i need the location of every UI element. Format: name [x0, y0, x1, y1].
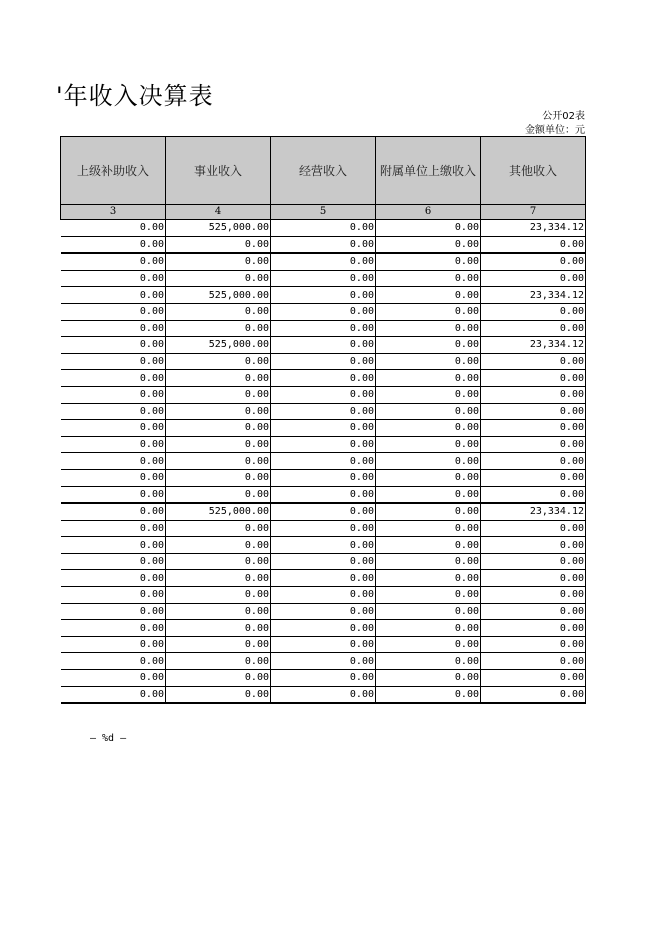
- table-cell: 0.00: [271, 503, 376, 520]
- table-cell: 0.00: [61, 270, 166, 287]
- table-cell: 0.00: [376, 653, 481, 670]
- column-number: 5: [271, 205, 376, 220]
- table-cell: 0.00: [481, 436, 586, 453]
- table-cell: 0.00: [271, 636, 376, 653]
- table-row: [61, 236, 586, 253]
- table-cell: 0.00: [376, 636, 481, 653]
- table-cell: 0.00: [61, 653, 166, 670]
- table-cell: 0.00: [376, 220, 481, 237]
- table-cell: 0.00: [61, 303, 166, 320]
- column-number: 4: [166, 205, 271, 220]
- table-cell: 0.00: [166, 370, 271, 387]
- table-cell: 23,334.12: [481, 337, 586, 354]
- table-row: [61, 686, 586, 703]
- table-cell: 0.00: [61, 253, 166, 270]
- table-cell: 0.00: [61, 370, 166, 387]
- table-cell: 0.00: [271, 587, 376, 604]
- table-cell: 0.00: [271, 520, 376, 537]
- table-cell: 0.00: [61, 220, 166, 237]
- table-row: [61, 620, 586, 637]
- table-row: [61, 503, 586, 520]
- table-cell: 0.00: [166, 653, 271, 670]
- table-cell: 0.00: [271, 370, 376, 387]
- table-cell: 0.00: [376, 603, 481, 620]
- table-cell: 0.00: [166, 520, 271, 537]
- column-number: 7: [481, 205, 586, 220]
- table-cell: 0.00: [271, 453, 376, 470]
- table-cell: 0.00: [481, 253, 586, 270]
- income-table: [60, 136, 586, 704]
- column-header: 事业收入: [166, 137, 271, 205]
- table-cell: 0.00: [61, 386, 166, 403]
- table-row: [61, 370, 586, 387]
- table-cell: 0.00: [481, 386, 586, 403]
- table-cell: 0.00: [271, 620, 376, 637]
- table-cell: 0.00: [61, 670, 166, 687]
- table-cell: 0.00: [376, 337, 481, 354]
- table-cell: 0.00: [376, 386, 481, 403]
- table-cell: 525,000.00: [166, 287, 271, 304]
- table-row: [61, 636, 586, 653]
- table-cell: 0.00: [166, 686, 271, 703]
- table-cell: 0.00: [481, 420, 586, 437]
- table-cell: 0.00: [376, 320, 481, 337]
- table-cell: 0.00: [61, 636, 166, 653]
- table-cell: 0.00: [271, 337, 376, 354]
- table-cell: 0.00: [481, 403, 586, 420]
- table-cell: 23,334.12: [481, 287, 586, 304]
- table-cell: 0.00: [481, 603, 586, 620]
- table-cell: 0.00: [481, 453, 586, 470]
- table-cell: 0.00: [271, 236, 376, 253]
- table-cell: 0.00: [481, 370, 586, 387]
- table-row: [61, 270, 586, 287]
- table-row: [61, 287, 586, 304]
- table-cell: 0.00: [481, 303, 586, 320]
- table-cell: 0.00: [481, 653, 586, 670]
- table-cell: 0.00: [376, 587, 481, 604]
- table-cell: 0.00: [481, 520, 586, 537]
- table-cell: 0.00: [166, 420, 271, 437]
- table-cell: 0.00: [481, 236, 586, 253]
- table-cell: 0.00: [61, 287, 166, 304]
- table-cell: 0.00: [166, 236, 271, 253]
- form-code: 公开02表: [542, 111, 585, 122]
- table-cell: 0.00: [271, 469, 376, 486]
- table-cell: 0.00: [166, 436, 271, 453]
- table-cell: 0.00: [166, 603, 271, 620]
- table-cell: 0.00: [271, 270, 376, 287]
- table-cell: 0.00: [376, 303, 481, 320]
- table-cell: 23,334.12: [481, 503, 586, 520]
- table-cell: 0.00: [376, 537, 481, 554]
- table-row: [61, 453, 586, 470]
- table-cell: 525,000.00: [166, 220, 271, 237]
- table-cell: 0.00: [166, 353, 271, 370]
- table-cell: 0.00: [166, 620, 271, 637]
- table-cell: 0.00: [61, 236, 166, 253]
- table-cell: 0.00: [61, 553, 166, 570]
- table-row: [61, 436, 586, 453]
- table-cell: 525,000.00: [166, 337, 271, 354]
- table-cell: 0.00: [481, 486, 586, 503]
- table-row: [61, 670, 586, 687]
- table-cell: 0.00: [481, 670, 586, 687]
- table-cell: 0.00: [166, 486, 271, 503]
- table-cell: 0.00: [376, 670, 481, 687]
- table-cell: 0.00: [271, 253, 376, 270]
- header-row: [61, 137, 586, 205]
- table-cell: 0.00: [376, 620, 481, 637]
- table-cell: 0.00: [376, 436, 481, 453]
- table-cell: 0.00: [166, 270, 271, 287]
- table-cell: 0.00: [271, 220, 376, 237]
- table-cell: 0.00: [271, 537, 376, 554]
- table-cell: 0.00: [376, 486, 481, 503]
- table-cell: 0.00: [61, 686, 166, 703]
- table-row: [61, 469, 586, 486]
- column-header: 其他收入: [481, 137, 586, 205]
- table-cell: 0.00: [61, 486, 166, 503]
- table-cell: 0.00: [166, 570, 271, 587]
- table-row: [61, 303, 586, 320]
- table-cell: 0.00: [376, 469, 481, 486]
- table-cell: 0.00: [271, 670, 376, 687]
- table-cell: 0.00: [376, 353, 481, 370]
- table-cell: 0.00: [61, 570, 166, 587]
- table-cell: 0.00: [376, 370, 481, 387]
- table-cell: 0.00: [376, 686, 481, 703]
- table-cell: 0.00: [481, 620, 586, 637]
- table-cell: 0.00: [271, 486, 376, 503]
- table-cell: 0.00: [271, 653, 376, 670]
- table-cell: 0.00: [271, 287, 376, 304]
- page-title: '年收入决算表: [56, 82, 214, 110]
- table-row: [61, 486, 586, 503]
- table-cell: 0.00: [376, 270, 481, 287]
- table-cell: 0.00: [376, 253, 481, 270]
- table-cell: 0.00: [61, 320, 166, 337]
- table-row: [61, 570, 586, 587]
- table-cell: 0.00: [376, 236, 481, 253]
- table-cell: 0.00: [376, 287, 481, 304]
- table-cell: 525,000.00: [166, 503, 271, 520]
- table-cell: 0.00: [61, 520, 166, 537]
- table-row: [61, 353, 586, 370]
- table-cell: 0.00: [61, 587, 166, 604]
- table-body: [61, 220, 586, 704]
- table-cell: 0.00: [166, 403, 271, 420]
- table-cell: 0.00: [271, 420, 376, 437]
- table-cell: 0.00: [166, 469, 271, 486]
- column-number: 6: [376, 205, 481, 220]
- page-footer: — %d —: [90, 733, 127, 744]
- table-cell: 0.00: [61, 503, 166, 520]
- table-cell: 0.00: [166, 386, 271, 403]
- table-row: [61, 553, 586, 570]
- table-cell: 0.00: [376, 453, 481, 470]
- table-row: [61, 320, 586, 337]
- table-cell: 0.00: [271, 320, 376, 337]
- table-cell: 0.00: [271, 553, 376, 570]
- table-cell: 0.00: [481, 353, 586, 370]
- table-row: [61, 403, 586, 420]
- table-cell: 0.00: [271, 603, 376, 620]
- table-cell: 0.00: [481, 469, 586, 486]
- table-row: [61, 603, 586, 620]
- table-cell: 0.00: [166, 670, 271, 687]
- table-cell: 0.00: [376, 553, 481, 570]
- table-cell: 0.00: [481, 320, 586, 337]
- table-cell: 0.00: [166, 303, 271, 320]
- table-row: [61, 420, 586, 437]
- table-cell: 0.00: [271, 403, 376, 420]
- table-cell: 0.00: [271, 386, 376, 403]
- table-cell: 0.00: [166, 587, 271, 604]
- unit-label: 金额单位：元: [525, 125, 585, 136]
- table-cell: 0.00: [271, 570, 376, 587]
- table-cell: 0.00: [166, 636, 271, 653]
- column-header: 经营收入: [271, 137, 376, 205]
- table-cell: 0.00: [376, 403, 481, 420]
- table-row: [61, 337, 586, 354]
- table-cell: 0.00: [271, 686, 376, 703]
- table-cell: 0.00: [376, 520, 481, 537]
- table-cell: 0.00: [481, 570, 586, 587]
- table-cell: 0.00: [61, 403, 166, 420]
- table-cell: 0.00: [376, 503, 481, 520]
- table-cell: 0.00: [61, 620, 166, 637]
- column-number-row: [61, 205, 586, 220]
- table-cell: 0.00: [61, 603, 166, 620]
- table-row: [61, 587, 586, 604]
- table-cell: 0.00: [61, 537, 166, 554]
- table-cell: 0.00: [481, 537, 586, 554]
- column-number: 3: [61, 205, 166, 220]
- table-cell: 0.00: [271, 303, 376, 320]
- table-cell: 0.00: [166, 320, 271, 337]
- table-cell: 0.00: [61, 453, 166, 470]
- table-cell: 0.00: [271, 353, 376, 370]
- table-row: [61, 520, 586, 537]
- table-cell: 0.00: [481, 636, 586, 653]
- column-header: 上级补助收入: [61, 137, 166, 205]
- table-cell: 0.00: [481, 587, 586, 604]
- table-cell: 0.00: [166, 253, 271, 270]
- table-cell: 0.00: [376, 570, 481, 587]
- table-row: [61, 653, 586, 670]
- table-cell: 0.00: [166, 553, 271, 570]
- table-cell: 0.00: [481, 270, 586, 287]
- table-cell: 0.00: [481, 553, 586, 570]
- column-header: 附属单位上缴收入: [376, 137, 481, 205]
- table-row: [61, 220, 586, 237]
- table-row: [61, 537, 586, 554]
- table-cell: 0.00: [166, 537, 271, 554]
- table-cell: 0.00: [61, 420, 166, 437]
- table-cell: 0.00: [61, 337, 166, 354]
- table-cell: 0.00: [481, 686, 586, 703]
- table-row: [61, 253, 586, 270]
- table-cell: 0.00: [166, 453, 271, 470]
- table-cell: 0.00: [61, 469, 166, 486]
- table-cell: 0.00: [376, 420, 481, 437]
- table-cell: 23,334.12: [481, 220, 586, 237]
- table-row: [61, 386, 586, 403]
- table-cell: 0.00: [271, 436, 376, 453]
- table-cell: 0.00: [61, 436, 166, 453]
- table-cell: 0.00: [61, 353, 166, 370]
